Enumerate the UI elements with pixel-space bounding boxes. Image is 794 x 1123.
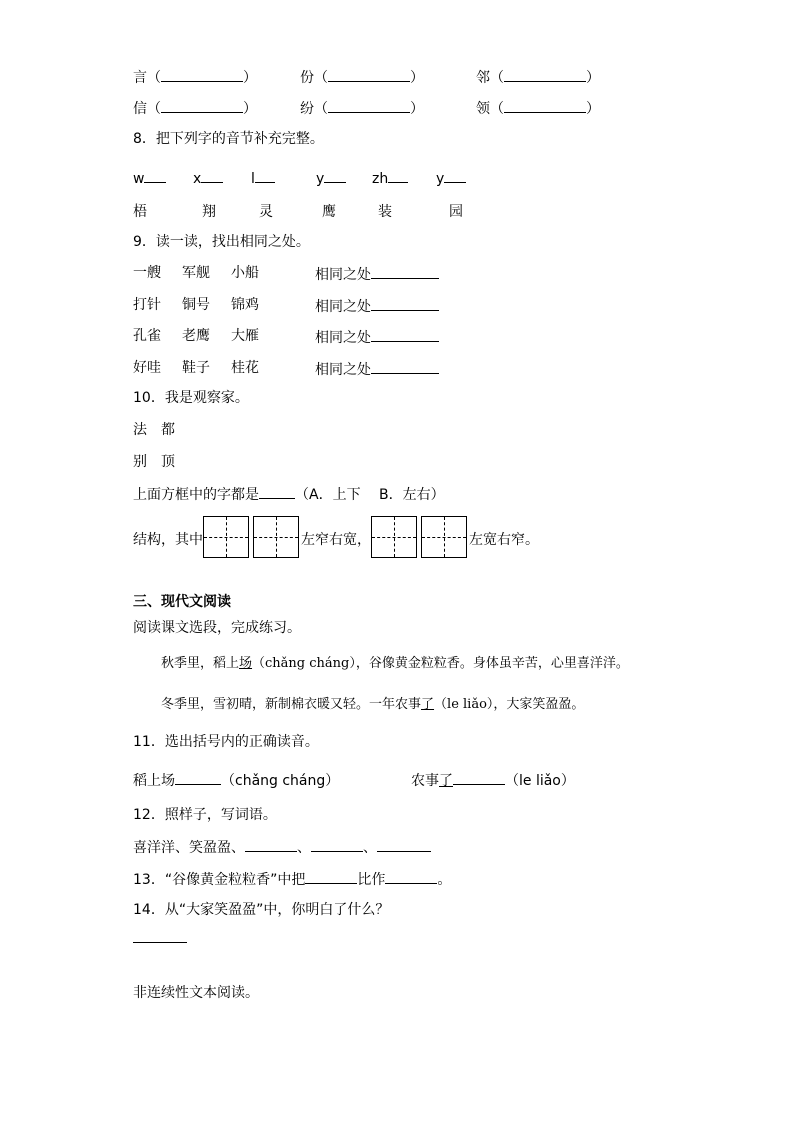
- q7-char-lin: 邻（: [476, 70, 504, 86]
- paren-close: ）: [410, 70, 424, 86]
- q8-title: 8．把下列字的音节补充完整。: [133, 131, 324, 147]
- answer-blank[interactable]: [388, 168, 408, 183]
- q9-row-1-w2: 军舰: [182, 265, 210, 281]
- answer-blank[interactable]: [133, 928, 187, 943]
- q9-row-1-w3: 小船: [231, 265, 259, 281]
- q13-prompt: 13．“谷像黄金粒粒香”中把: [133, 872, 306, 888]
- separator: 、: [297, 840, 311, 856]
- answer-blank[interactable]: [175, 770, 221, 785]
- tianzige-box[interactable]: [421, 516, 467, 558]
- q10-line-4b: 左窄右宽，: [301, 532, 371, 548]
- q9-row-1-answer: [315, 264, 439, 284]
- answer-blank[interactable]: [255, 168, 275, 183]
- q9-row-2-w2: 铜号: [182, 297, 210, 313]
- q7-item-fen: [300, 67, 424, 87]
- q10-line-4a: 结构，其中: [133, 532, 203, 548]
- q9-row-2-answer: [315, 296, 439, 316]
- paren-close: ）: [586, 70, 600, 86]
- answer-blank[interactable]: [161, 67, 243, 82]
- syllable-initial: l: [251, 171, 255, 187]
- q8-syllable-6: [436, 168, 466, 188]
- q9-row-4-w3: 桂花: [231, 360, 259, 376]
- same-point-label: 相同之处: [315, 362, 371, 378]
- q13-period: 。: [437, 872, 452, 888]
- q10-line-4c: 左宽右窄。: [469, 532, 539, 548]
- q7-char-yan: 言（: [133, 70, 161, 86]
- q11-word: 稻上场: [133, 773, 175, 789]
- syllable-initial: w: [133, 171, 145, 187]
- answer-blank[interactable]: [377, 837, 431, 852]
- passage-line-2: [161, 696, 584, 714]
- q12-line: [133, 837, 431, 857]
- paren-close: ）: [243, 101, 257, 117]
- q8-char-3: 灵: [259, 204, 273, 220]
- answer-blank[interactable]: [305, 869, 357, 884]
- q13-compare: 比作: [357, 872, 386, 888]
- q11-options: （le liǎo）: [505, 773, 575, 789]
- q9-row-3-w3: 大雁: [231, 328, 259, 344]
- same-point-label: 相同之处: [315, 330, 371, 346]
- syllable-initial: y: [316, 171, 325, 187]
- underlined-char: 场: [239, 656, 253, 671]
- passage-text: 冬季里，雪初晴，新制棉衣暖又轻。一年农事: [161, 697, 422, 712]
- answer-blank[interactable]: [444, 168, 466, 183]
- q12-examples: 喜洋洋、笑盈盈、: [133, 840, 245, 856]
- paren-close: ）: [586, 101, 600, 117]
- q10-line-3: [133, 484, 445, 504]
- underlined-char: 了: [439, 773, 453, 789]
- q7-char-xin: 信（: [133, 101, 161, 117]
- q13-line: [133, 869, 451, 889]
- q9-row-3-w2: 老鹰: [182, 328, 210, 344]
- syllable-initial: y: [436, 171, 445, 187]
- q8-syllable-4: [316, 168, 346, 188]
- q7-char-fen: 份（: [300, 70, 328, 86]
- q12-title: 12．照样子，写词语。: [133, 807, 277, 823]
- q14-title: 14．从“大家笑盈盈”中，你明白了什么？: [133, 902, 390, 918]
- answer-blank[interactable]: [311, 837, 363, 852]
- q8-syllable-2: [193, 168, 223, 188]
- q7-row-1: [133, 67, 257, 87]
- answer-blank[interactable]: [504, 98, 586, 113]
- syllable-initial: zh: [372, 171, 389, 187]
- q11-item-b: [411, 770, 575, 790]
- q8-char-5: 装: [378, 204, 392, 220]
- paren-close: ）: [410, 101, 424, 117]
- q10-title: 10．我是观察家。: [133, 390, 249, 406]
- q11-word: 农事: [411, 773, 439, 789]
- q11-title: 11．选出括号内的正确读音。: [133, 734, 319, 750]
- separator: 、: [363, 840, 377, 856]
- q11-item-a: [133, 770, 339, 790]
- answer-blank[interactable]: [371, 327, 439, 342]
- q10-line-1: 法 都: [133, 422, 175, 438]
- q9-title: 9．读一读，找出相同之处。: [133, 234, 310, 250]
- passage-line-1: [161, 655, 629, 673]
- passage-text: 秋季里，稻上: [161, 656, 240, 671]
- answer-blank[interactable]: [259, 484, 295, 499]
- q9-row-4-w2: 鞋子: [182, 360, 210, 376]
- section-title: 三、现代文阅读: [133, 594, 231, 610]
- answer-blank[interactable]: [371, 359, 439, 374]
- answer-blank[interactable]: [328, 67, 410, 82]
- answer-blank[interactable]: [161, 98, 243, 113]
- answer-blank[interactable]: [385, 869, 437, 884]
- tianzige-box[interactable]: [203, 516, 249, 558]
- q7-char-fen2: 纷（: [300, 101, 328, 117]
- syllable-initial: x: [193, 171, 202, 187]
- q7-item-fen2: [300, 98, 424, 118]
- q7-item-lin: [476, 67, 600, 87]
- q10-prompt: 上面方框中的字都是: [133, 487, 259, 503]
- q8-char-4: 鹰: [322, 204, 336, 220]
- q8-syllable-5: [372, 168, 408, 188]
- passage-text: （chǎng cháng），谷像黄金粒粒香。身体虽辛苦，心里喜洋洋。: [252, 656, 629, 671]
- answer-blank[interactable]: [504, 67, 586, 82]
- tianzige-box[interactable]: [371, 516, 417, 558]
- q7-char-ling: 领（: [476, 101, 504, 117]
- passage-text: （le liǎo），大家笑盈盈。: [434, 697, 585, 712]
- q8-syllable-1: [133, 168, 166, 188]
- q10-line-2: 别 顶: [133, 454, 175, 470]
- q8-syllable-3: [251, 168, 275, 188]
- q11-options: （chǎng cháng）: [221, 773, 340, 789]
- q14-answer: [133, 928, 187, 948]
- q9-row-3-w1: 孔雀: [133, 328, 161, 344]
- next-section-text: 非连续性文本阅读。: [133, 985, 259, 1001]
- answer-blank[interactable]: [324, 168, 346, 183]
- paren-close: ）: [243, 70, 257, 86]
- q7-item-ling: [476, 98, 600, 118]
- same-point-label: 相同之处: [315, 299, 371, 315]
- q8-char-6: 园: [449, 204, 463, 220]
- q8-char-1: 梧: [133, 204, 147, 220]
- answer-blank[interactable]: [328, 98, 410, 113]
- q10-options: （A．上下 B．左右）: [295, 487, 445, 503]
- q9-row-2-w1: 打针: [133, 297, 161, 313]
- answer-blank[interactable]: [245, 837, 297, 852]
- answer-blank[interactable]: [371, 296, 439, 311]
- answer-blank[interactable]: [201, 168, 223, 183]
- same-point-label: 相同之处: [315, 267, 371, 283]
- q9-row-2-w3: 锦鸡: [231, 297, 259, 313]
- section-intro: 阅读课文选段，完成练习。: [133, 620, 301, 636]
- q9-row-1-w1: 一艘: [133, 265, 161, 281]
- q7-row-2: [133, 98, 257, 118]
- underlined-char: 了: [421, 697, 435, 712]
- answer-blank[interactable]: [453, 770, 505, 785]
- tianzige-box[interactable]: [253, 516, 299, 558]
- q9-row-3-answer: [315, 327, 439, 347]
- answer-blank[interactable]: [144, 168, 166, 183]
- q9-row-4-answer: [315, 359, 439, 379]
- q8-char-2: 翔: [202, 204, 216, 220]
- answer-blank[interactable]: [371, 264, 439, 279]
- q9-row-4-w1: 好哇: [133, 360, 161, 376]
